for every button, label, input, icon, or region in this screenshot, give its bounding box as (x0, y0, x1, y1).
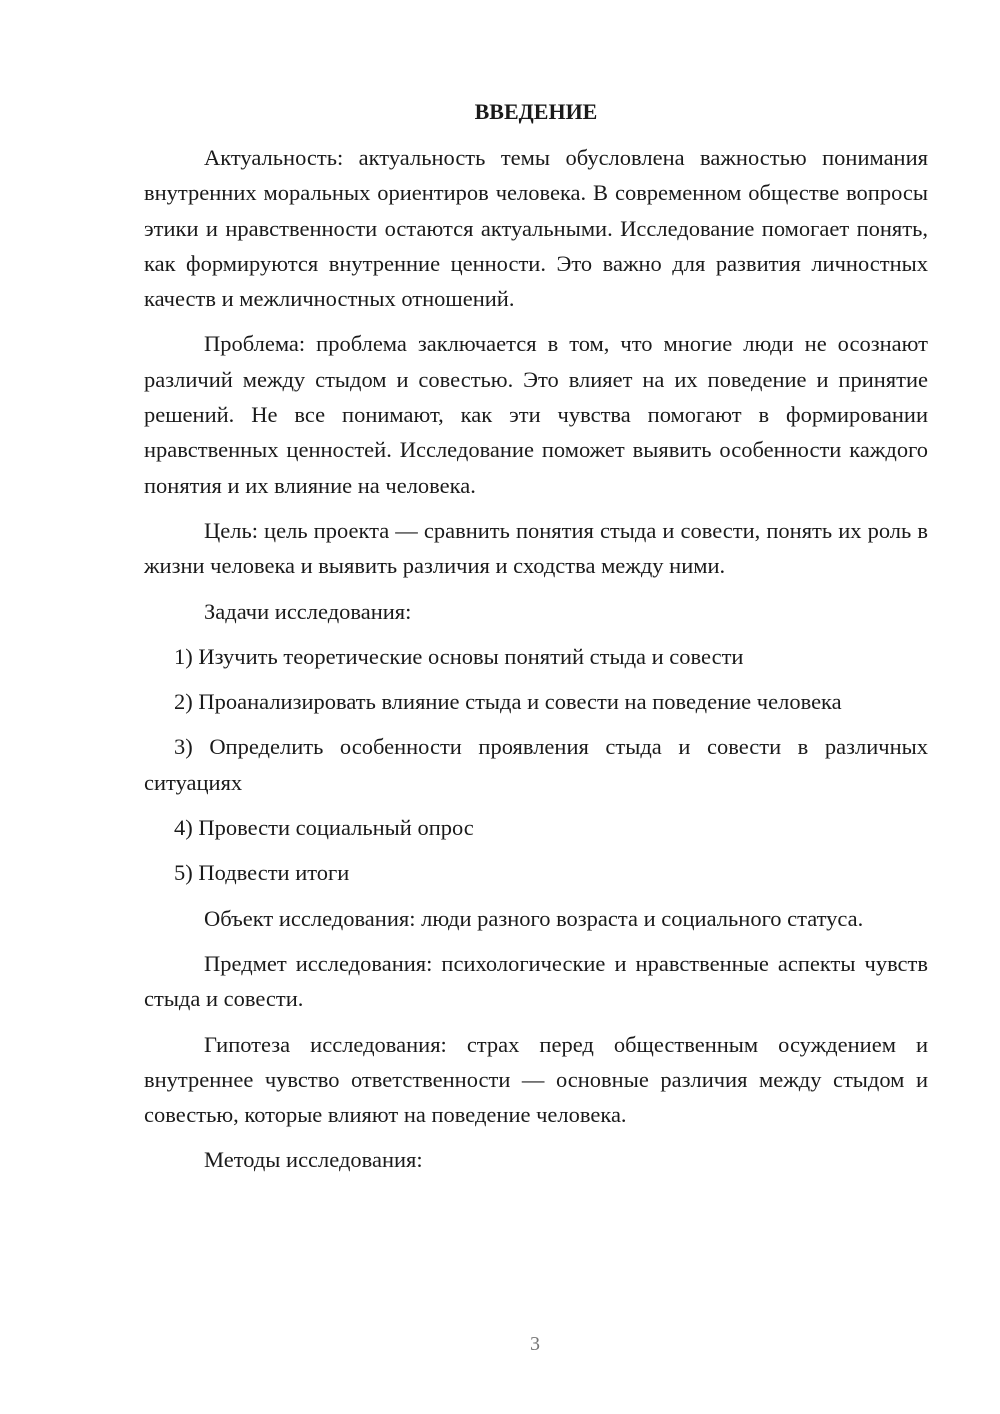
task-item-5: 5) Подвести итоги (174, 860, 350, 886)
relevance-paragraph: Актуальность: актуальность темы обусловлена важностью понимания внутренних моральных ориентиров человека. В современном обществе вопросы этики и нравственности остаются актуальными. Исследование помогает понять, как формируются внутренние ценности. Это важно для развития личностных качеств и межличностных отношений. (144, 145, 928, 312)
task-item-4: 4) Провести социальный опрос (174, 815, 474, 841)
tasks-heading: Задачи исследования: (204, 598, 412, 624)
subject-paragraph: Предмет исследования: психологические и нравственные аспекты чувств стыда и совести. (144, 950, 928, 1012)
object-paragraph: Объект исследования: люди разного возраста и социального статуса. (204, 905, 864, 931)
page-content (144, 96, 928, 1178)
task-item-1: 1) Изучить теоретические основы понятий стыда и совести (174, 643, 744, 669)
page-number: 3 (530, 1333, 540, 1355)
methods-heading: Методы исследования: (204, 1147, 423, 1173)
problem-paragraph: Проблема: проблема заключается в том, что многие люди не осознают различий между стыдом и совестью. Это влияет на их поведение и принятие решений. Не все понимают, как эти чувства помогают в формировании нравственных ценностей. Исследование поможет выявить особенности каждого понятия и их влияние на человека. (144, 331, 928, 498)
goal-paragraph: Цель: цель проекта — сравнить понятия стыда и совести, понять их роль в жизни человека и выявить различия и сходства между ними. (144, 517, 928, 579)
section-title: ВВЕДЕНИЕ (474, 99, 598, 124)
hypothesis-paragraph: Гипотеза исследования: страх перед общественным осуждением и внутреннее чувство ответственности — основные различия между стыдом и совестью, которые влияют на поведение человека. (144, 1031, 928, 1128)
task-item-3: 3) Определить особенности проявления стыда и совести в различных ситуациях (144, 734, 928, 795)
task-item-2: 2) Проанализировать влияние стыда и совести на поведение человека (174, 689, 842, 715)
